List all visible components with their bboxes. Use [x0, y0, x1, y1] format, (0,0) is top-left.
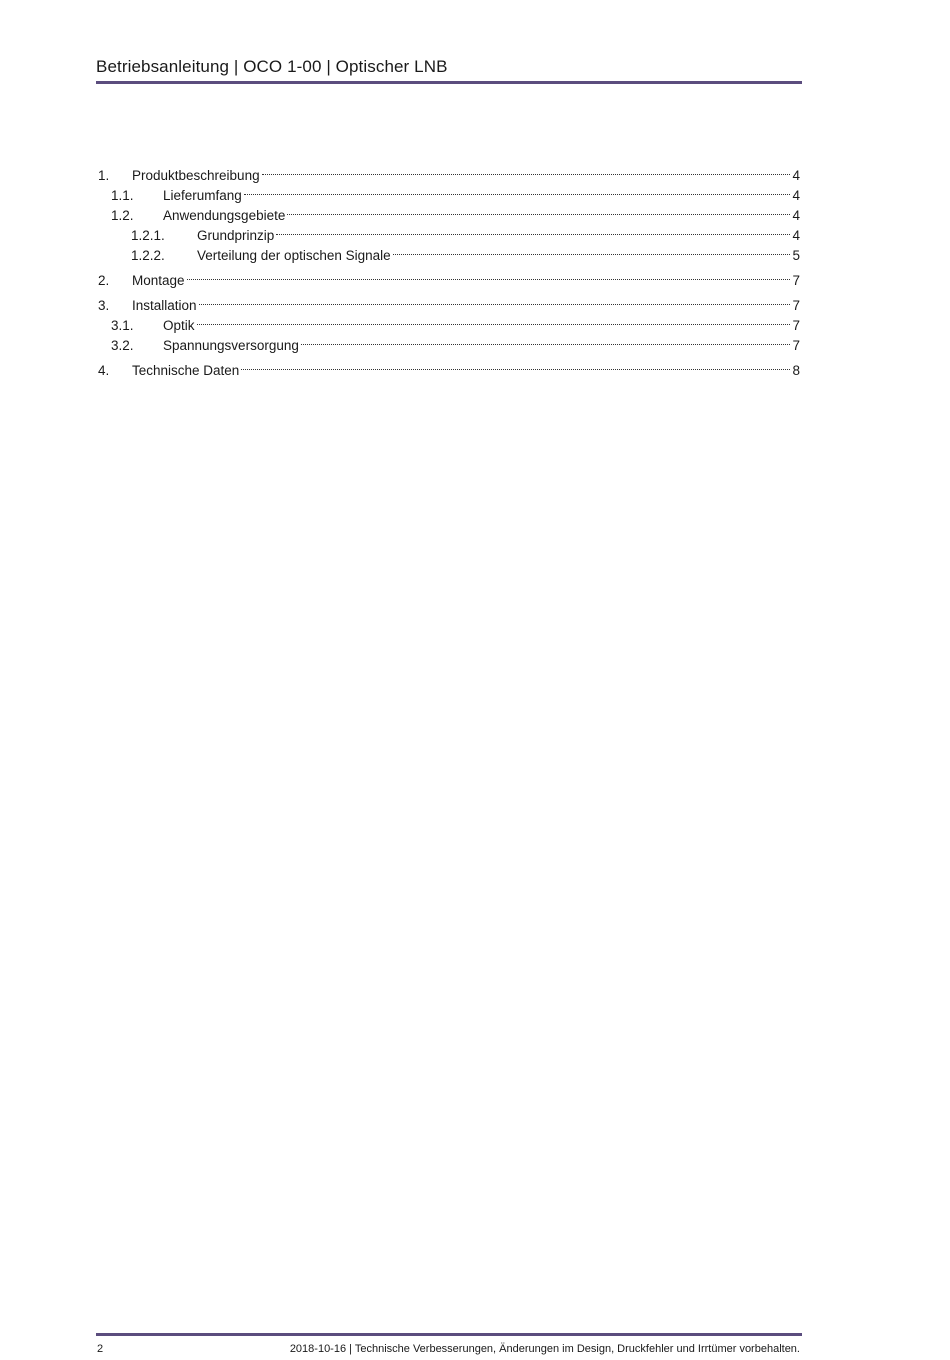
toc-dot-leader	[244, 180, 790, 200]
table-of-contents	[96, 160, 800, 378]
toc-entry-title: Optik	[163, 318, 195, 333]
toc-entry-page: 7	[792, 318, 800, 333]
document-title: Betriebsanleitung | OCO 1-00 | Optischer LNB	[96, 57, 448, 76]
toc-dot-leader	[287, 200, 790, 220]
toc-entry-page: 4	[792, 208, 800, 223]
footer-divider	[96, 1333, 802, 1336]
toc-entry[interactable]	[96, 355, 800, 378]
toc-entry-page: 7	[792, 273, 800, 288]
toc-dot-leader	[393, 240, 790, 260]
toc-dot-leader	[276, 220, 790, 240]
footer-disclaimer: 2018-10-16 | Technische Verbesserungen, Änderungen im Design, Druckfehler und Irrtümer vorbehalten.	[289, 1343, 800, 1355]
toc-entry-title: Lieferumfang	[163, 188, 242, 203]
toc-entry-number: 4.	[98, 363, 110, 378]
toc-entry-title: Installation	[132, 298, 197, 313]
toc-entry-page: 4	[792, 188, 800, 203]
toc-dot-leader	[187, 265, 790, 285]
toc-entry[interactable]	[96, 220, 800, 243]
toc-entry[interactable]	[96, 290, 800, 313]
toc-entry-page: 4	[792, 228, 800, 243]
toc-entry-number: 2.	[98, 273, 110, 288]
toc-entry-number: 1.2.2.	[131, 248, 165, 263]
toc-entry-number: 1.	[98, 168, 110, 183]
toc-entry-number: 3.1.	[111, 318, 134, 333]
toc-entry-title: Anwendungsgebiete	[163, 208, 286, 223]
toc-entry-number: 3.2.	[111, 338, 134, 353]
toc-entry[interactable]	[96, 330, 800, 353]
toc-dot-leader	[262, 160, 790, 180]
toc-entry[interactable]	[96, 310, 800, 333]
toc-entry-page: 4	[792, 168, 800, 183]
toc-entry-number: 1.2.1.	[131, 228, 165, 243]
page-footer	[96, 1333, 802, 1357]
toc-entry[interactable]	[96, 160, 800, 183]
header-divider	[96, 81, 802, 84]
toc-entry[interactable]	[96, 265, 800, 288]
toc-entry-page: 5	[792, 248, 800, 263]
toc-entry-title: Grundprinzip	[197, 228, 275, 243]
toc-entry-title: Montage	[132, 273, 185, 288]
page-number: 2	[97, 1343, 104, 1355]
toc-entry-page: 7	[792, 298, 800, 313]
footer-row	[96, 1341, 802, 1357]
toc-dot-leader	[199, 290, 790, 310]
toc-entry[interactable]	[96, 240, 800, 263]
toc-entry[interactable]	[96, 180, 800, 203]
toc-entry-number: 3.	[98, 298, 110, 313]
toc-dot-leader	[301, 330, 790, 350]
toc-entry-number: 1.1.	[111, 188, 134, 203]
toc-entry[interactable]	[96, 200, 800, 223]
page-header	[96, 56, 802, 78]
toc-entry-title: Verteilung der optischen Signale	[197, 248, 391, 263]
toc-dot-leader	[197, 310, 790, 330]
toc-entry-page: 8	[792, 363, 800, 378]
toc-dot-leader	[241, 355, 790, 375]
toc-entry-title: Spannungsversorgung	[163, 338, 299, 353]
toc-entry-title: Produktbeschreibung	[132, 168, 260, 183]
toc-entry-page: 7	[792, 338, 800, 353]
toc-entry-number: 1.2.	[111, 208, 134, 223]
toc-entry-title: Technische Daten	[132, 363, 240, 378]
